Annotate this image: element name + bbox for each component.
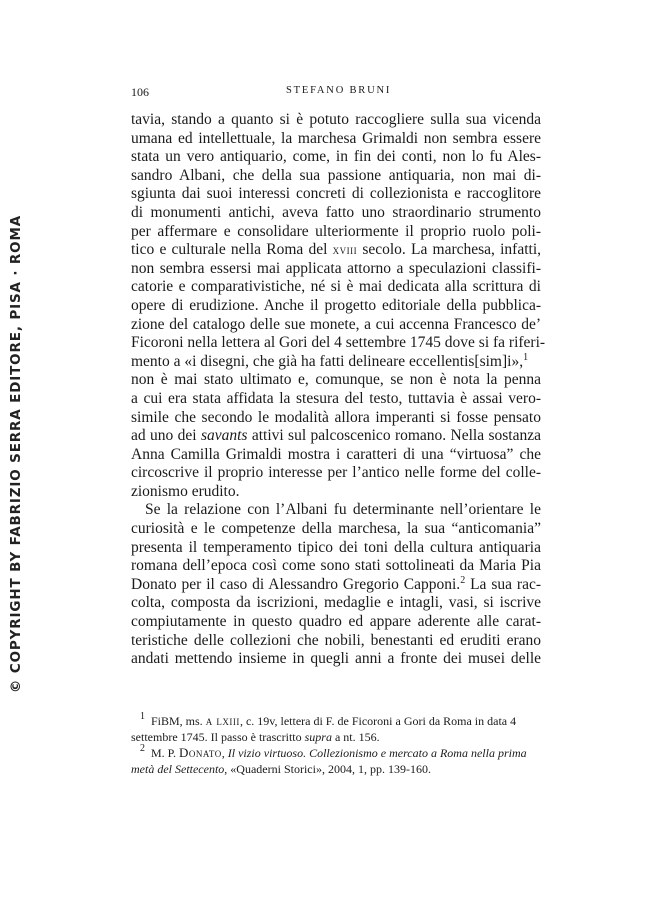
text-line: Anna Camilla Grimaldi mostra i caratteri di una “virtuosa” che [131,445,541,463]
text-line: presenta il temperamento tipico dei toni della cultura antiquaria [131,538,541,556]
copyright-text: © COPYRIGHT BY FABRIZIO SERRA EDITORE, PISA · ROMA [8,214,25,694]
text-line: non sembra essersi mai applicata attorno a speculazioni classifi- [131,259,541,277]
footnote-title: metà del Settecento [131,762,225,776]
main-text [131,111,546,669]
text-segment: Donato per il caso di Alessandro Gregorio Capponi. [131,575,461,593]
text-line: zionismo erudito. [131,482,240,500]
footnote-marker: 1 [140,711,145,722]
footnote-text: , c. 19v, lettera di F. de Ficoroni a Gori da Roma in data 4 [239,714,517,728]
text-line: curiosità e le competenze della marchesa, la sua “anticomania” [131,520,541,538]
footnote-text: a nt. 156. [334,730,380,744]
text-line: per affermare e consolidare ulteriormente il proprio ruolo poli- [131,222,541,240]
text-line [131,241,541,260]
footnote-marker: 2 [140,743,145,754]
text-line [131,353,541,372]
footnote-text: M. P. [151,746,177,760]
text-line: sandro Albani, che della sua passione antiquaria, non mai di- [131,166,541,184]
century-numeral: xviii [332,242,358,258]
footnote-title: Il vizio virtuoso. Collezionismo e mercato a Roma nella prima [227,746,527,760]
text-line: catorie e comparativistiche, né si è mai dedicata alla scrittura di [131,278,541,296]
text-segment: attivi sul palcoscenico romano. Nella sostanza [251,427,541,445]
footnote-text: , «Quaderni Storici», 2004, 1, pp. 139-160. [224,762,431,776]
text-line: opere di erudizione. Anche il progetto editoriale della pubblica- [131,296,541,314]
text-line: colta, composta da iscrizioni, medaglie e intagli, vasi, si iscrive [131,594,541,612]
footnote-ref: 1 [523,351,529,363]
text-line: Se la relazione con l’Albani fu determinante nell’orientare le [145,501,541,519]
page-number: 106 [131,85,149,99]
text-line [131,427,541,446]
footnotes [131,713,541,777]
text-line: di monumenti antichi, aveva fatto uno straordinario strumento [131,203,541,221]
text-line: simile che secondo le modalità allora imperanti si fosse pensato [131,408,541,426]
footnote-ref: 2 [460,574,466,586]
copyright-notice [5,214,27,694]
footnote-text: settembre 1745. Il passo è trascritto [131,730,302,744]
text-line: a cui era stata affidata la stesura del testo, tuttavia è assai vero- [131,389,541,407]
text-segment: tico e culturale nella Roma del [131,241,328,259]
text-line [131,576,541,595]
manuscript-shelfmark: a lxiii [205,713,240,728]
text-line: zione del catalogo delle sue monete, a cui accenna Francesco de’ [131,315,541,333]
footnote-text: FiBM, ms. [151,714,203,728]
footnote-2 [131,745,541,761]
page-header [131,85,541,101]
text-line: stata un vero antiquario, come, in fin dei conti, non lo fu Ales- [131,148,541,166]
footnote-1-cont [131,729,541,745]
text-line: tavia, stando a quanto si è potuto raccogliere sulla sua vicenda [131,111,541,128]
footnote-1 [131,713,541,729]
footnote-2-cont [131,761,541,777]
text-segment: secolo. La marchesa, infatti, [362,241,542,259]
text-line: teristiche delle collezioni che nobili, benestanti ed eruditi erano [131,631,541,649]
text-line: non è mai stato ultimato e, comunque, se non è nota la penna [131,371,541,389]
text-segment: ad uno dei [131,427,197,445]
footnote-italic: supra [304,730,332,744]
text-line: romana dell’epoca così come sono stati sottolineati da Maria Pia [131,557,541,575]
running-head: STEFANO BRUNI [286,85,392,96]
italic-term: savants [200,427,248,445]
text-line: Ficoroni nella lettera al Gori del 4 settembre 1745 dove si fa riferi- [131,334,546,352]
text-segment: mento a «i disegni, che già ha fatti delineare eccellentis[sim]i», [131,352,524,370]
text-segment: La sua rac- [470,575,541,593]
text-line: circoscrive il proprio interesse per l’antico nelle forme del colle- [131,464,541,482]
text-line: compiutamente in questo quadro ed appare aderente alle carat- [131,613,541,631]
text-line: andati mettendo insieme in quegli anni a fronte dei musei delle [131,650,541,668]
author-name: Donato [179,745,222,760]
text-line: sgiunta dai suoi interessi concreti di collezionista e raccoglitore [131,185,541,203]
footnote-text: , [221,746,225,760]
text-line: umana ed intellettuale, la marchesa Grimaldi non sembra essere [131,129,541,147]
